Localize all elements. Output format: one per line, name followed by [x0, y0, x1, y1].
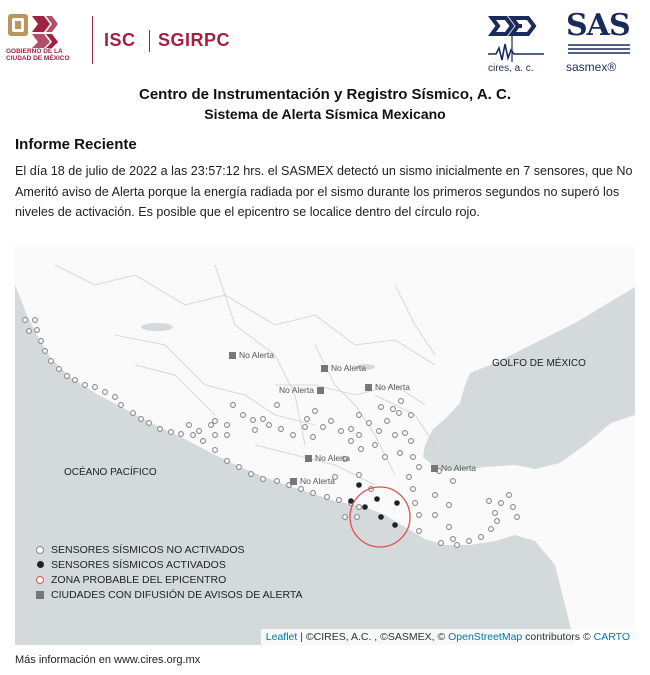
sensor-inactive-marker[interactable]: [357, 473, 362, 478]
sensor-inactive-marker[interactable]: [439, 541, 444, 546]
sensor-inactive-marker[interactable]: [487, 499, 492, 504]
sensor-inactive-marker[interactable]: [253, 428, 258, 433]
page-title: Centro de Instrumentación y Registro Sísmico, A. C.: [138, 86, 511, 103]
sensor-inactive-marker[interactable]: [391, 407, 396, 412]
page-header: [0, 0, 650, 80]
sensor-inactive-marker[interactable]: [83, 383, 88, 388]
sensor-inactive-marker[interactable]: [311, 435, 316, 440]
isc-logo-text: ISC: [104, 30, 136, 50]
sensor-inactive-marker[interactable]: [409, 413, 414, 418]
sensor-inactive-marker[interactable]: [251, 418, 256, 423]
sensor-inactive-marker[interactable]: [275, 479, 280, 484]
sensor-inactive-marker[interactable]: [393, 433, 398, 438]
city-status-label: No Alerta: [315, 453, 350, 463]
city-square-icon: [321, 365, 328, 372]
map-attribution: [261, 629, 635, 645]
sensor-inactive-marker[interactable]: [267, 423, 272, 428]
openstreetmap-link[interactable]: OpenStreetMap: [448, 631, 523, 643]
sensor-inactive-marker[interactable]: [209, 423, 214, 428]
sensor-inactive-marker[interactable]: [398, 451, 403, 456]
sensor-inactive-marker[interactable]: [379, 405, 384, 410]
cdmx-line1: GOBIERNO DE LA: [6, 48, 63, 55]
sensor-inactive-marker[interactable]: [339, 429, 344, 434]
sensor-inactive-marker[interactable]: [451, 479, 456, 484]
city-status-label: No Alerta: [331, 363, 366, 373]
sensor-inactive-marker[interactable]: [447, 503, 452, 508]
legend-label: ZONA PROBABLE DEL EPICENTRO: [51, 573, 227, 586]
sensor-inactive-marker[interactable]: [303, 425, 308, 430]
sensor-inactive-marker[interactable]: [337, 498, 342, 503]
legend-label: CIUDADES CON DIFUSIÓN DE AVISOS DE ALERTA: [51, 588, 303, 601]
sensor-inactive-marker[interactable]: [411, 487, 416, 492]
sensor-inactive-marker[interactable]: [73, 378, 78, 383]
sensor-inactive-marker[interactable]: [357, 433, 362, 438]
sensor-inactive-marker[interactable]: [261, 477, 266, 482]
sensor-inactive-marker[interactable]: [231, 403, 236, 408]
sensor-inactive-marker[interactable]: [385, 419, 390, 424]
header-divider-small: [149, 30, 150, 52]
sensor-inactive-marker[interactable]: [493, 511, 498, 516]
sensor-inactive-marker[interactable]: [417, 513, 422, 518]
sensor-inactive-marker[interactable]: [479, 535, 484, 540]
sensor-inactive-marker[interactable]: [197, 429, 202, 434]
sensor-inactive-marker[interactable]: [467, 539, 472, 544]
sgirpc-logo-text: SGIRPC: [158, 30, 231, 50]
sensor-inactive-marker[interactable]: [191, 433, 196, 438]
sensor-inactive-marker[interactable]: [237, 465, 242, 470]
city-marker[interactable]: [321, 363, 366, 373]
sensor-inactive-marker[interactable]: [515, 515, 520, 520]
cires-label: cires, a. c.: [488, 63, 534, 74]
sensor-inactive-marker[interactable]: [261, 417, 266, 422]
sensor-active-marker[interactable]: [356, 482, 362, 488]
map-legend: [35, 542, 302, 602]
sensor-inactive-marker[interactable]: [489, 527, 494, 532]
attribution-text: | ©CIRES, A.C. , ©SASMEX, ©: [297, 631, 449, 643]
city-marker[interactable]: [290, 476, 335, 486]
city-square-icon: [317, 387, 324, 394]
cdmx-government-text: [6, 48, 70, 62]
sensor-inactive-marker[interactable]: [35, 328, 40, 333]
legend-row-cities: [35, 587, 302, 602]
sensor-inactive-marker[interactable]: [403, 431, 408, 436]
report-body: El día 18 de julio de 2022 a las 23:57:12 hrs. el SASMEX detectó un sismo inicialmente en 7 sensores, que No Ameritó aviso de Alerta porque la energía radiada por el sismo durante los primeros segundos no superó los niveles de activación. Es posible que el epicentro se localice dentro del círculo rojo.: [15, 164, 633, 219]
sensor-inactive-marker[interactable]: [179, 432, 184, 437]
legend-row-epicenter: [35, 572, 302, 587]
sensor-inactive-marker[interactable]: [49, 359, 54, 364]
sensor-inactive-marker[interactable]: [433, 493, 438, 498]
city-status-label: No Alerta: [375, 382, 410, 392]
sensor-inactive-marker[interactable]: [113, 395, 118, 400]
cdmx-line2: CIUDAD DE MÉXICO: [6, 55, 70, 62]
lake-chapala: [141, 323, 173, 331]
sensor-inactive-marker[interactable]: [325, 495, 330, 500]
sas-logo-text: SAS: [566, 8, 630, 43]
sensor-inactive-marker[interactable]: [397, 411, 402, 416]
sensor-inactive-marker[interactable]: [131, 411, 136, 416]
sensor-inactive-marker[interactable]: [321, 425, 326, 430]
sensor-active-marker[interactable]: [362, 504, 368, 510]
sensor-inactive-marker[interactable]: [291, 433, 296, 438]
sensor-inactive-marker[interactable]: [349, 427, 354, 432]
legend-label: SENSORES SÍSMICOS ACTIVADOS: [51, 558, 226, 571]
sensor-inactive-marker[interactable]: [399, 399, 404, 404]
attribution-text: contributors ©: [522, 631, 594, 643]
sas-lines-icon: [568, 42, 630, 56]
pacific-ocean-label: OCÉANO PACÍFICO: [64, 467, 157, 478]
sensor-inactive-marker[interactable]: [103, 390, 108, 395]
city-status-label: No Alerta: [279, 385, 314, 395]
sensor-inactive-marker[interactable]: [373, 443, 378, 448]
seismic-map[interactable]: [15, 245, 635, 645]
sensor-inactive-marker[interactable]: [27, 329, 32, 334]
open-circle-icon: [35, 546, 45, 554]
sensor-active-marker[interactable]: [378, 514, 384, 520]
sensor-inactive-marker[interactable]: [359, 447, 364, 452]
sensor-inactive-marker[interactable]: [411, 455, 416, 460]
sensor-inactive-marker[interactable]: [23, 318, 28, 323]
sensor-inactive-marker[interactable]: [225, 433, 230, 438]
sensor-inactive-marker[interactable]: [377, 429, 382, 434]
legend-label: SENSORES SÍSMICOS NO ACTIVADOS: [51, 543, 245, 556]
sensor-inactive-marker[interactable]: [225, 459, 230, 464]
legend-row-activated: [35, 557, 302, 572]
sensor-inactive-marker[interactable]: [447, 525, 452, 530]
city-marker[interactable]: [229, 350, 274, 360]
sensor-inactive-marker[interactable]: [275, 403, 280, 408]
sensor-inactive-marker[interactable]: [357, 505, 362, 510]
sensor-inactive-marker[interactable]: [343, 515, 348, 520]
sensor-inactive-marker[interactable]: [201, 439, 206, 444]
sensor-inactive-marker[interactable]: [57, 367, 62, 372]
sensor-inactive-marker[interactable]: [139, 417, 144, 422]
sensor-inactive-marker[interactable]: [147, 421, 152, 426]
sensor-inactive-marker[interactable]: [225, 423, 230, 428]
sensor-inactive-marker[interactable]: [499, 501, 504, 506]
more-info-text: Más información en www.cires.org.mx: [15, 654, 201, 666]
sensor-inactive-marker[interactable]: [407, 475, 412, 480]
sensor-inactive-marker[interactable]: [169, 430, 174, 435]
header-divider: [92, 16, 93, 64]
city-square-icon: [229, 352, 236, 359]
sensor-inactive-marker[interactable]: [311, 491, 316, 496]
sensor-inactive-marker[interactable]: [241, 413, 246, 418]
sensor-inactive-marker[interactable]: [119, 403, 124, 408]
sensor-inactive-marker[interactable]: [417, 529, 422, 534]
leaflet-link[interactable]: Leaflet: [265, 631, 298, 643]
report-heading: Informe Reciente: [15, 136, 137, 153]
sensor-inactive-marker[interactable]: [93, 385, 98, 390]
sensor-inactive-marker[interactable]: [413, 501, 418, 506]
sensor-inactive-marker[interactable]: [33, 318, 38, 323]
sensor-inactive-marker[interactable]: [495, 519, 500, 524]
city-square-icon: [365, 384, 372, 391]
sensor-inactive-marker[interactable]: [65, 374, 70, 379]
square-icon: [35, 591, 45, 599]
city-marker[interactable]: [305, 453, 350, 463]
legend-row-not-activated: [35, 542, 302, 557]
sensor-inactive-marker[interactable]: [409, 439, 414, 444]
sensor-inactive-marker[interactable]: [507, 493, 512, 498]
sensor-inactive-marker[interactable]: [213, 448, 218, 453]
sensor-inactive-marker[interactable]: [451, 537, 456, 542]
sensor-inactive-marker[interactable]: [213, 419, 218, 424]
sensor-inactive-marker[interactable]: [313, 409, 318, 414]
filled-circle-icon: [35, 561, 45, 568]
sensor-inactive-marker[interactable]: [329, 419, 334, 424]
city-square-icon: [290, 478, 297, 485]
cires-logo-icon: [486, 10, 546, 62]
carto-link[interactable]: CARTO: [593, 631, 630, 643]
sasmex-label: sasmex®: [566, 60, 617, 74]
sensor-inactive-marker[interactable]: [305, 417, 310, 422]
sensor-inactive-marker[interactable]: [39, 339, 44, 344]
sensor-active-marker[interactable]: [374, 496, 380, 502]
city-marker[interactable]: [365, 382, 410, 392]
sensor-active-marker[interactable]: [392, 522, 398, 528]
sensor-inactive-marker[interactable]: [279, 427, 284, 432]
sensor-inactive-marker[interactable]: [187, 423, 192, 428]
sensor-inactive-marker[interactable]: [417, 465, 422, 470]
city-status-label: No Alerta: [300, 476, 335, 486]
city-square-icon: [431, 465, 438, 472]
city-status-label: No Alerta: [441, 463, 476, 473]
city-square-icon: [305, 455, 312, 462]
sensor-inactive-marker[interactable]: [213, 433, 218, 438]
sensor-active-marker[interactable]: [394, 500, 400, 506]
sensor-inactive-marker[interactable]: [158, 427, 163, 432]
sensor-inactive-marker[interactable]: [433, 513, 438, 518]
red-circle-icon: [35, 576, 45, 584]
sensor-inactive-marker[interactable]: [299, 487, 304, 492]
city-marker[interactable]: [431, 463, 476, 473]
sensor-inactive-marker[interactable]: [455, 543, 460, 548]
gulf-of-mexico-label: GOLFO DE MÉXICO: [492, 358, 586, 369]
city-status-label: No Alerta: [239, 350, 274, 360]
sensor-inactive-marker[interactable]: [367, 421, 372, 426]
sensor-inactive-marker[interactable]: [357, 413, 362, 418]
sensor-inactive-marker[interactable]: [249, 472, 254, 477]
page-subtitle: Sistema de Alerta Sísmica Mexicano: [204, 106, 446, 122]
sensor-inactive-marker[interactable]: [43, 349, 48, 354]
sensor-inactive-marker[interactable]: [349, 439, 354, 444]
sensor-inactive-marker[interactable]: [383, 455, 388, 460]
sensor-inactive-marker[interactable]: [355, 515, 360, 520]
city-marker[interactable]: [279, 385, 324, 395]
sensor-inactive-marker[interactable]: [511, 505, 516, 510]
